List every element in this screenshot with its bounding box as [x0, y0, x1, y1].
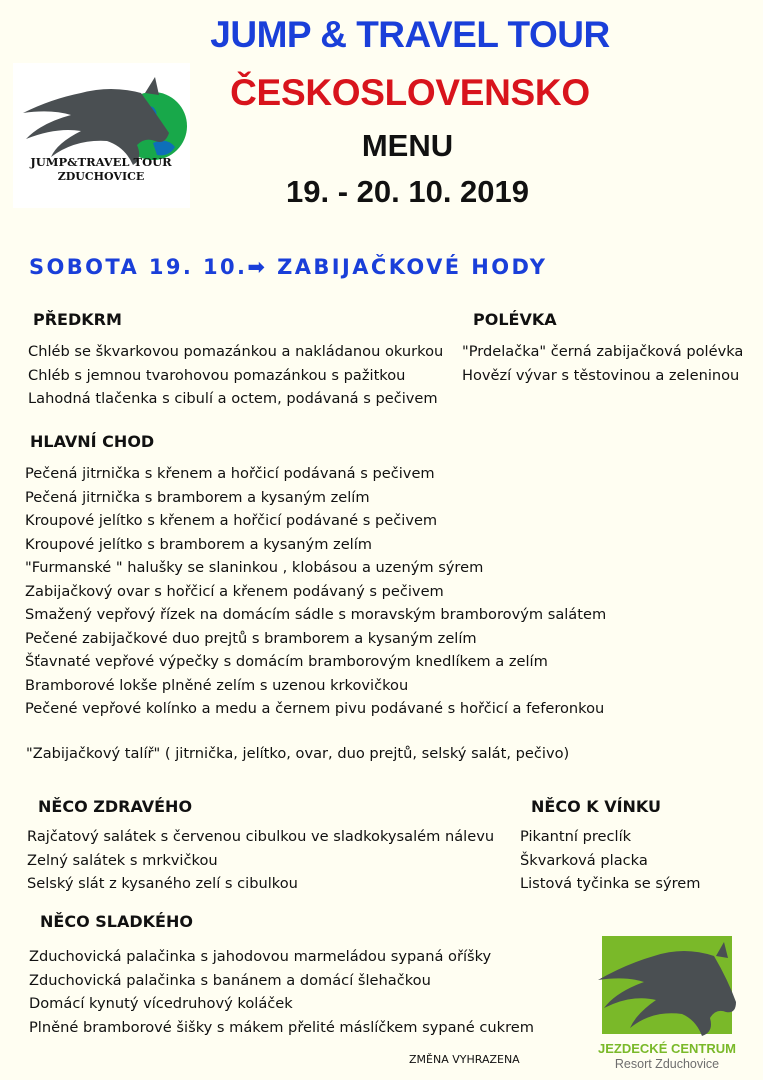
list-item: Kroupové jelítko s křenem a hořčicí podávané s pečivem	[25, 512, 438, 529]
title-jump-travel-tour: JUMP & TRAVEL TOUR	[210, 14, 610, 55]
list-item: Zelný salátek s mrkvičkou	[27, 851, 218, 869]
predkrm-list	[28, 340, 443, 411]
list-item: Lahodná tlačenka s cibulí a octem, podávaná s pečivem	[28, 390, 438, 407]
list-item: Zduchovická palačinka s banánem a domácí šlehačkou	[29, 971, 431, 989]
logo-bottom-line1: JEZDECKÉ CENTRUM	[598, 1041, 736, 1056]
jump-travel-tour-logo	[13, 63, 190, 208]
list-item: Rajčatový salátek s červenou cibulkou ve sladkokysalém nálevu	[27, 828, 495, 845]
list-item: Bramborové lokše plněné zelím s uzenou krkovičkou	[25, 676, 409, 694]
section-title-predkrm: PŘEDKRM	[33, 310, 122, 329]
list-item: Plněné bramborové šišky s mákem přelité máslíčkem sypané cukrem	[29, 1018, 535, 1036]
neco-sladkeho-list	[29, 945, 534, 1039]
list-item: Chléb se škvarkovou pomazánkou a nakládanou okurkou	[28, 343, 444, 360]
title-ceskoslovensko: ČESKOSLOVENSKO	[230, 72, 590, 113]
section-title-neco-zdraveho: NĚCO ZDRAVÉHO	[38, 797, 193, 816]
list-item: Zabijačkový ovar s hořčicí a křenem podávaný s pečivem	[25, 582, 444, 600]
section-title-polevka: POLÉVKA	[473, 310, 557, 329]
horse-globe-icon	[13, 63, 190, 208]
day-heading: SOBOTA 19. 10.➡ ZABIJAČKOVÉ HODY	[29, 255, 548, 279]
list-item: Pikantní preclík	[520, 828, 632, 845]
list-item: Škvarková placka	[520, 851, 648, 869]
list-item: Pečené zabijačkové duo prejtů s bramborem a kysaným zelím	[25, 629, 477, 647]
list-item: Selský slát z kysaného zelí s cibulkou	[27, 875, 298, 892]
list-item: Smažený vepřový řízek na domácím sádle s moravským bramborovým salátem	[25, 606, 607, 623]
title-menu: MENU	[361, 128, 454, 163]
neco-k-vinku-list	[520, 825, 700, 896]
logo-top-line1: JUMP&TRAVEL TOUR	[30, 155, 172, 169]
list-item: Hovězí vývar s těstovinou a zeleninou	[462, 366, 740, 384]
neco-zdraveho-list	[27, 825, 494, 896]
list-item: Pečená jitrnička s křenem a hořčicí podávaná s pečivem	[25, 465, 435, 482]
title-dates: 19. - 20. 10. 2019	[285, 174, 530, 209]
list-item: "Prdelačka" černá zabijačková polévka	[462, 343, 744, 360]
list-item: Domácí kynutý vícedruhový koláček	[29, 995, 293, 1012]
list-item: Chléb s jemnou tvarohovou pomazánkou s pažitkou	[28, 366, 406, 384]
horse-head-icon	[596, 934, 740, 1074]
polevka-list	[462, 340, 743, 387]
list-item: "Furmanské " halušky se slaninkou , klobásou a uzeným sýrem	[25, 559, 484, 576]
list-item: Šťavnaté vepřové výpečky s domácím bramborovým knedlíkem a zelím	[25, 653, 548, 670]
list-item: Listová tyčinka se sýrem	[520, 875, 701, 892]
list-item: Zduchovická palačinka s jahodovou marmeládou sypaná oříšky	[29, 948, 492, 965]
section-title-neco-k-vinku: NĚCO K VÍNKU	[531, 797, 662, 816]
list-item: Pečené vepřové kolínko a medu a černem pivu podávané s hořčicí a feferonkou	[25, 700, 605, 717]
jezdecke-centrum-logo	[596, 934, 740, 1074]
section-title-neco-sladkeho: NĚCO SLADKÉHO	[40, 912, 193, 931]
logo-top-line2: ZDUCHOVICE	[57, 170, 145, 183]
footer-note: ZMĚNA VYHRAZENA	[409, 1053, 520, 1066]
logo-bottom-line2: Resort Zduchovice	[614, 1057, 720, 1071]
list-item: Kroupové jelítko s bramborem a kysaným zelím	[25, 535, 373, 553]
list-item: Pečená jitrnička s bramborem a kysaným zelím	[25, 488, 370, 506]
hlavni-chod-list	[25, 462, 606, 721]
section-title-hlavni-chod: HLAVNÍ CHOD	[30, 432, 155, 451]
zabijackovy-talir-note: "Zabijačkový talíř" ( jitrnička, jelítko, ovar, duo prejtů, selský salát, pečivo)	[26, 745, 570, 762]
